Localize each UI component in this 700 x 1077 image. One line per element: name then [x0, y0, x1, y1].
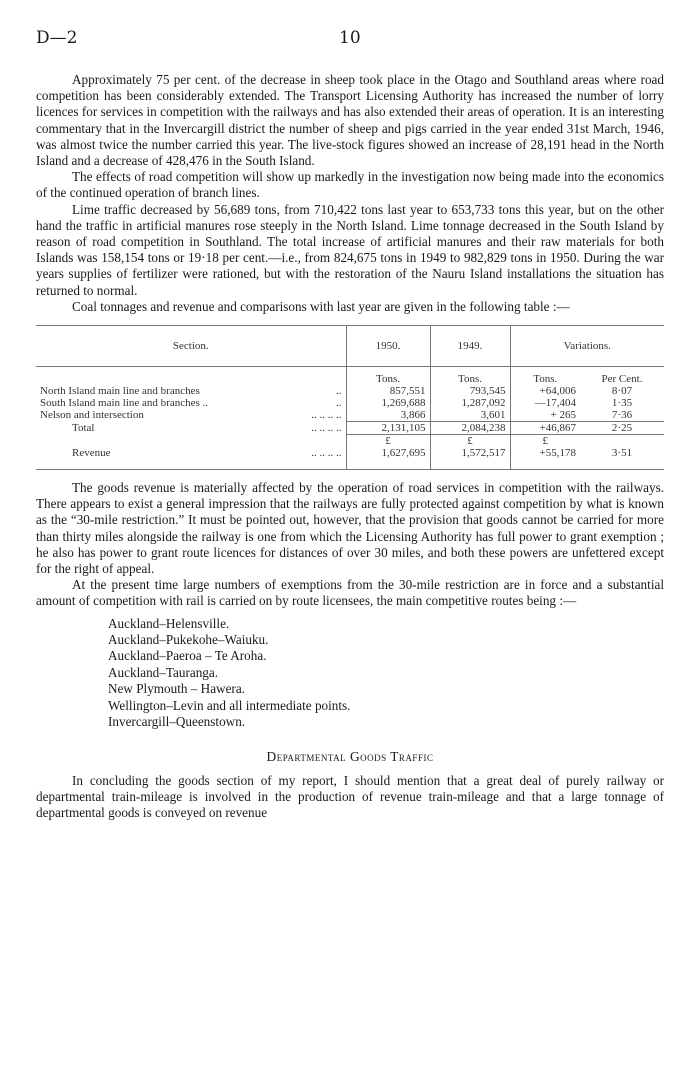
page-header — [36, 28, 664, 58]
cell-1949: 2,084,238 — [430, 422, 510, 435]
list-item: Auckland–Pukekohe–Waiuku. — [108, 632, 269, 648]
body-text-end — [36, 773, 664, 822]
column-header-variations: Variations. — [510, 326, 664, 367]
currency-symbol: £ — [430, 435, 510, 448]
coal-table — [36, 325, 664, 470]
paragraph: Approximately 75 per cent. of the decrease in sheep took place in the Otago and Southland areas where road competition has been considerably extended. The Transport Licensing Authority has increased the number of lorry licences for services in competition with the railways and has also extended their areas of operation. It is an interesting commentary that in the Invercargill district the number of sheep and pigs carried in the year ended 31st March, 1946, was almost twice the number carried this year. The live-stock figures showed an increase of 28,191 head in the North Island and a decrease of 428,476 in the South Island. — [36, 72, 664, 169]
list-item: Auckland–Tauranga. — [108, 664, 219, 680]
body-text-top — [36, 72, 664, 315]
paragraph: The effects of road competition will show up markedly in the investigation now being made into the economics of the continued operation of branch lines. — [36, 169, 664, 201]
row-label: South Island main line and branches .. .. — [40, 397, 342, 410]
unit-label: Tons. — [510, 373, 580, 385]
cell-percent: 3·51 — [611, 447, 633, 460]
paragraph: Lime traffic decreased by 56,689 tons, from 710,422 tons last year to 653,733 tons this year, but on the other hand the traffic in artificial manures rose steeply in the North Island. Lime tonnage decreased in the South Island by reason of road competition in Southland. The total increase of artificial manures and their raw materials for both Islands was 158,154 tons or 19·18 per cent.—i.e., from 824,675 tons in 1949 to 982,829 tons in 1950. During the war years supplies of fertilizer were rationed, but with the restoration of the Nauru Island installations the situation has returned to normal. — [36, 201, 664, 298]
table-row — [36, 385, 664, 397]
row-label: Nelson and intersection .. .. .. .. — [40, 409, 342, 422]
row-label: North Island main line and branches .. — [40, 385, 342, 398]
revenue-row — [36, 447, 664, 470]
list-item: New Plymouth – Hawera. — [108, 681, 245, 697]
cell-variation: +64,006 — [510, 385, 580, 397]
cell-percent: 7·36 — [611, 409, 633, 422]
column-header-section: Section. — [36, 326, 346, 367]
cell-1950: 3,866 — [346, 409, 430, 422]
list-item: Wellington–Levin and all intermediate points. — [108, 697, 351, 713]
table-row — [36, 397, 664, 409]
unit-label: Tons. — [346, 373, 430, 385]
currency-row — [36, 435, 664, 448]
cell-1949: 1,572,517 — [430, 447, 510, 470]
row-label: Revenue .. .. .. .. — [72, 447, 342, 460]
cell-1949: 3,601 — [430, 409, 510, 422]
cell-1950: 2,131,105 — [346, 422, 430, 435]
cell-1949: 1,287,092 — [430, 397, 510, 409]
paragraph: At the present time large numbers of exemptions from the 30-mile restriction are in force and a substantial amount of competition with rail is carried on by route licensees, the main competitive routes being :— — [36, 577, 664, 609]
cell-variation: +55,178 — [510, 447, 580, 470]
table-header-row — [36, 326, 664, 367]
unit-label: Tons. — [430, 373, 510, 385]
paragraph: Coal tonnages and revenue and comparisons with last year are given in the following table :— — [72, 298, 570, 314]
column-header-1949: 1949. — [430, 326, 510, 367]
paragraph: The goods revenue is materially affected by the operation of road services in competition with the railways. There appears to exist a general impression that the railways are fully protected against competition by what is known as the “30-mile restriction.” It must be pointed out, however, that the provision that goods cannot be carried for more than thirty miles alongside the railway is one from which the Licensing Authority has full power to grant exemption ; he also has power to grant route licences for distances of over 30 miles, and both these powers are unfettered except for the right of appeal. — [36, 480, 664, 577]
cell-1950: 1,269,688 — [346, 397, 430, 409]
currency-symbol: £ — [510, 435, 580, 448]
row-label: Total .. .. .. .. — [72, 422, 342, 435]
cell-variation: +46,867 — [510, 422, 580, 435]
table-row — [36, 409, 664, 422]
cell-1949: 793,545 — [430, 385, 510, 397]
list-item: Auckland–Paeroa – Te Aroha. — [108, 648, 267, 664]
list-item: Invercargill–Queenstown. — [108, 714, 246, 730]
column-header-1950: 1950. — [346, 326, 430, 367]
list-item: Auckland–Helensville. — [108, 615, 230, 631]
body-text-middle — [36, 480, 664, 610]
cell-variation: —17,404 — [510, 397, 580, 409]
section-heading: Departmental Goods Traffic — [266, 748, 434, 764]
cell-percent: 8·07 — [611, 385, 633, 398]
cell-variation: + 265 — [510, 409, 580, 422]
units-row — [36, 373, 664, 385]
cell-percent: 2·25 — [580, 422, 664, 435]
cell-percent: 1·35 — [611, 397, 633, 410]
document-page — [36, 28, 664, 821]
routes-list — [108, 616, 664, 731]
page-number: 10 — [339, 28, 361, 48]
currency-symbol: £ — [346, 435, 430, 448]
document-reference: D—2 — [36, 28, 78, 48]
cell-1950: 857,551 — [346, 385, 430, 397]
total-row — [36, 422, 664, 435]
cell-1950: 1,627,695 — [346, 447, 430, 470]
paragraph: In concluding the goods section of my report, I should mention that a great deal of purely railway or departmental train-mileage is involved in the production of revenue train-mileage and that a large tonnage of departmental goods is conveyed on revenue — [36, 772, 664, 820]
unit-label: Per Cent. — [601, 373, 643, 386]
